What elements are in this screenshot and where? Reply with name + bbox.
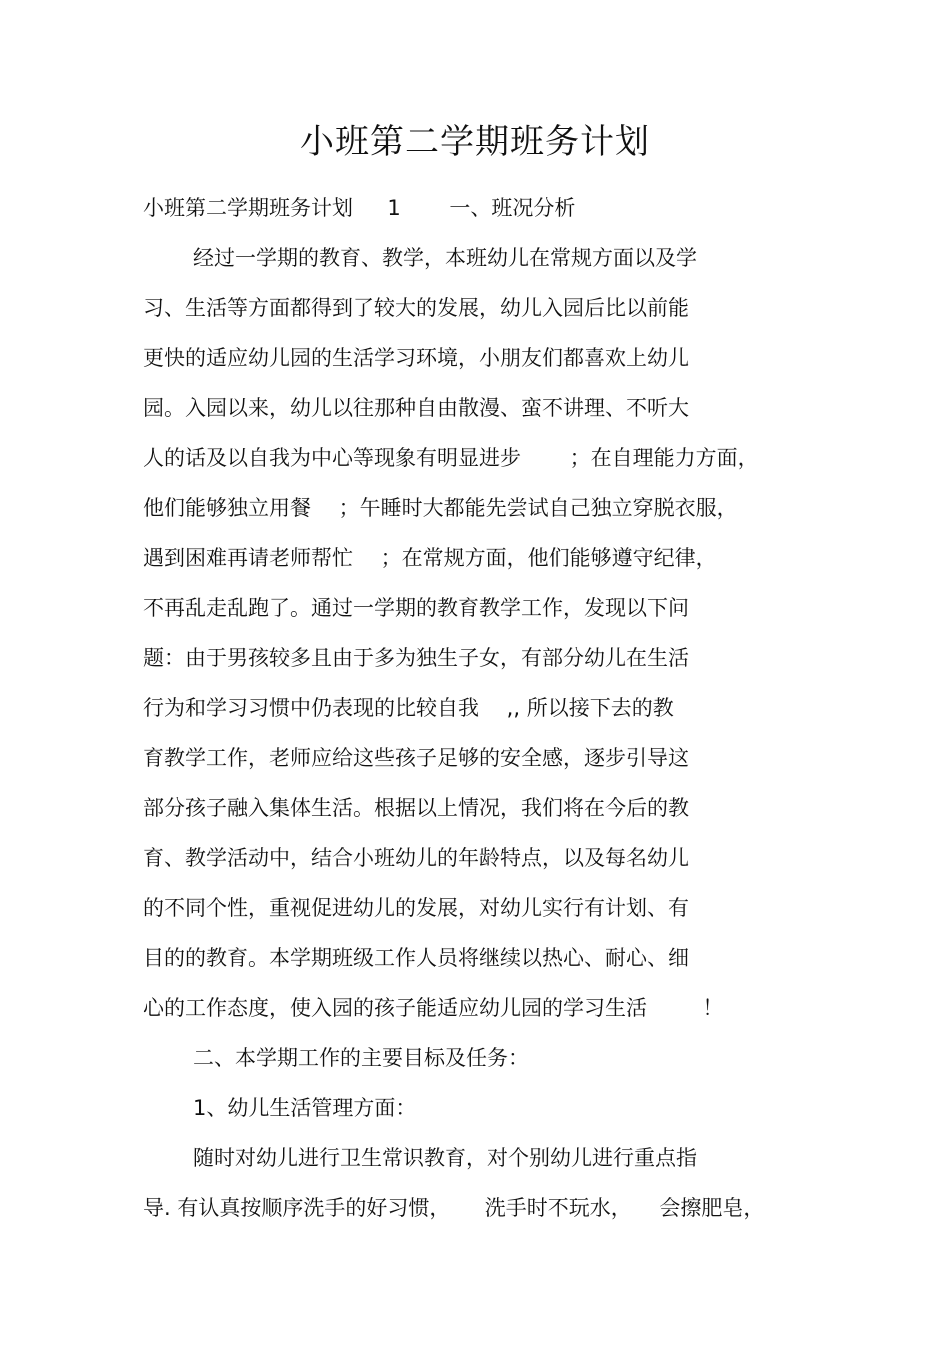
text-line: 不再乱走乱跑了。通过一学期的教育教学工作，发现以下问 (143, 596, 689, 620)
text-line: 遇到困难再请老师帮忙 ；在常规方面，他们能够遵守纪律， (143, 546, 717, 570)
text-line: 心的工作态度，使入园的孩子能适应幼儿园的学习生活 ！ (143, 996, 724, 1020)
text-line: 导. 有认真按顺序洗手的好习惯， 洗手时不玩水， 会擦肥皂， (143, 1196, 765, 1220)
text-line: 更快的适应幼儿园的生活学习环境，小朋友们都喜欢上幼儿 (143, 346, 689, 370)
text-line: 部分孩子融入集体生活。根据以上情况，我们将在今后的教 (143, 796, 689, 820)
text-line: 他们能够独立用餐 ；午睡时大都能先尝试自己独立穿脱衣服， (143, 496, 738, 520)
text-line: 习、生活等方面都得到了较大的发展，幼儿入园后比以前能 (143, 296, 689, 320)
document-title: 小班第二学期班务计划 (300, 122, 650, 162)
text-line: 育教学工作，老师应给这些孩子足够的安全感，逐步引导这 (143, 746, 689, 770)
section-heading: 二、本学期工作的主要目标及任务： (193, 1046, 529, 1070)
text-line: 育、教学活动中，结合小班幼儿的年龄特点，以及每名幼儿 (143, 846, 689, 870)
text-line: 行为和学习习惯中仍表现的比较自我 ,, 所以接下去的教 (143, 696, 674, 720)
text-line: 的不同个性，重视促进幼儿的发展，对幼儿实行有计划、有 (143, 896, 689, 920)
text-line: 题：由于男孩较多且由于多为独生子女，有部分幼儿在生活 (143, 646, 689, 670)
text-line: 人的话及以自我为中心等现象有明显进步 ；在自理能力方面， (143, 446, 759, 470)
text-line: 随时对幼儿进行卫生常识教育，对个别幼儿进行重点指 (193, 1146, 697, 1170)
subsection-heading: 1、幼儿生活管理方面： (193, 1096, 417, 1120)
text-line: 目的的教育。本学期班级工作人员将继续以热心、耐心、细 (143, 946, 689, 970)
text-line: 园。入园以来，幼儿以往那种自由散漫、蛮不讲理、不听大 (143, 396, 689, 420)
text-line: 小班第二学期班务计划 1 一、班况分析 (143, 196, 576, 220)
text-line: 经过一学期的教育、教学，本班幼儿在常规方面以及学 (193, 246, 697, 270)
